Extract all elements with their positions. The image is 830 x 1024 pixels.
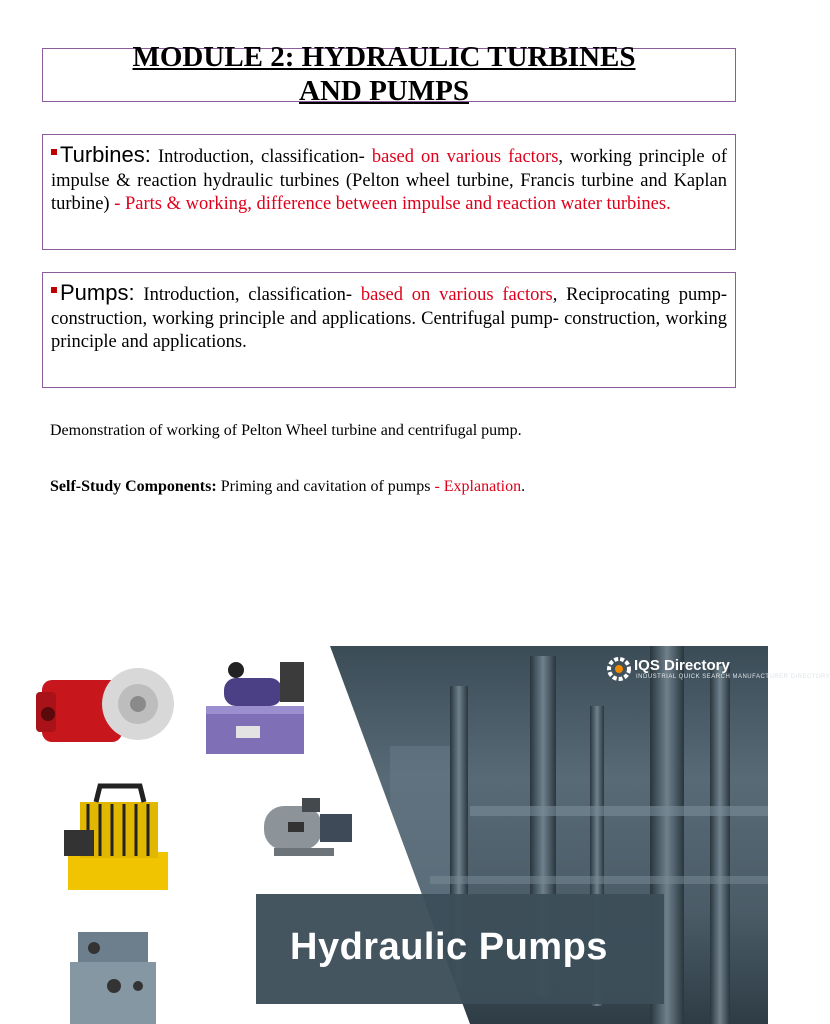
hydraulic-pumps-image — [0, 618, 830, 1024]
turbines-text-2: , working principle of impulse & reaction hydraulic turbines (Pelton wheel turbine, Francis turbine and Kaplan turbine) — [51, 147, 728, 214]
self-study-line — [50, 478, 525, 496]
pumps-box — [42, 272, 736, 388]
pumps-paragraph — [51, 281, 727, 355]
hydraulic-power-unit-icon — [196, 656, 312, 760]
turbines-box — [42, 134, 736, 250]
pumps-heading: Pumps: — [60, 280, 135, 305]
bullet-icon — [51, 287, 57, 293]
red-gear-pump-icon — [34, 662, 176, 750]
self-study-text: Priming and cavitation of pumps — [216, 478, 435, 495]
self-study-label: Self-Study Components: — [50, 478, 217, 495]
banner-caption: Hydraulic Pumps — [290, 926, 608, 968]
logo-name: IQS Directory — [634, 657, 730, 674]
gear-icon — [606, 656, 632, 682]
turbines-red-2: - Parts & working, difference between impulse and reaction water turbines. — [114, 194, 671, 214]
pumps-red-1: based on various factors — [360, 285, 553, 305]
electric-motor-pump-icon — [254, 792, 362, 868]
page-title: MODULE 2: HYDRAULIC TURBINES AND PUMPS — [132, 41, 636, 107]
logo-subtitle: INDUSTRIAL QUICK SEARCH MANUFACTURER DIRECTORY — [636, 674, 830, 680]
bullet-icon — [51, 149, 57, 155]
self-study-end: . — [521, 478, 526, 495]
self-study-red: - Explanation — [434, 478, 522, 495]
pumps-text-2: , Reciprocating pump- construction, working principle and applications. Centrifugal pump- construction, working principle and applications. — [51, 285, 728, 352]
turbines-red-1: based on various factors — [371, 147, 559, 167]
demonstration-line: Demonstration of working of Pelton Wheel turbine and centrifugal pump. — [50, 422, 522, 439]
pumps-text-1: Introduction, classification- — [143, 285, 361, 305]
portable-hydraulic-pump-icon — [58, 782, 176, 902]
turbines-heading: Turbines: — [60, 142, 151, 167]
cylindrical-pump-icon — [64, 926, 162, 1024]
turbines-text-1: Introduction, classification- — [157, 147, 372, 167]
turbines-paragraph — [51, 143, 727, 217]
